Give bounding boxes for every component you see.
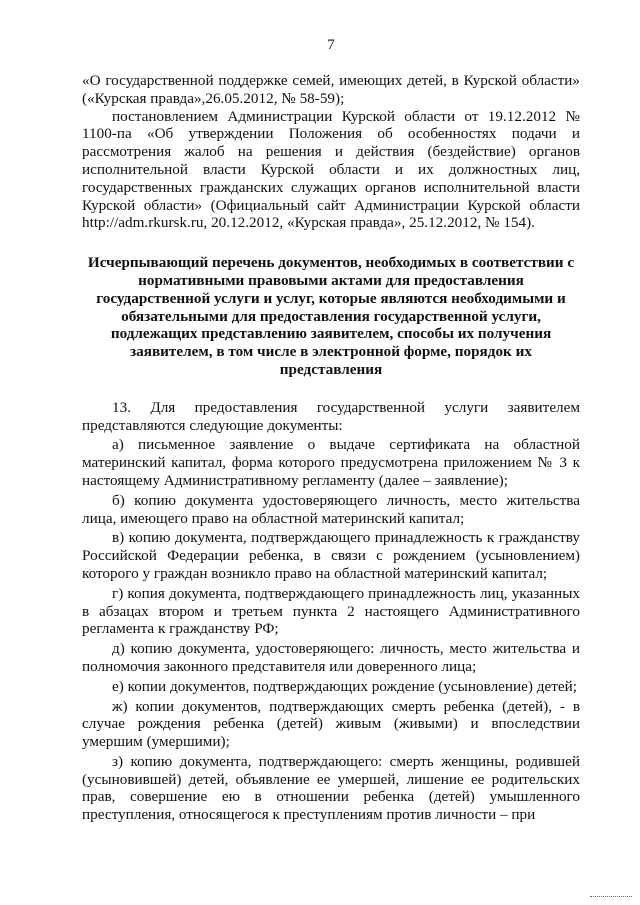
list-item-a: а) письменное заявление о выдаче сертификата на областной материнский капитал, форма которого предусмотрена приложением № 3 к настоящему Административному регламенту (далее – заявление); (82, 436, 580, 489)
list-item-v: в) копию документа, подтверждающего принадлежность к гражданству Российской Федерации ребенка, в связи с рождением (усыновлением) которого у граждан возникло право на областной материнский капитал; (82, 529, 580, 582)
intro-paragraph-1: «О государственной поддержке семей, имеющих детей, в Курской области» («Курская правда»,26.05.2012, № 58-59); (82, 72, 580, 107)
list-item-g: г) копия документа, подтверждающего принадлежность лиц, указанных в абзацах втором и третьем пункта 2 настоящего Административного регламента к гражданству РФ; (82, 584, 580, 638)
list-item-zh: ж) копии документов, подтверждающих смерть ребенка (детей), - в случае рождения ребенка (детей) живым (живыми) и впоследствии умершим (умершими); (82, 697, 580, 751)
list-item-e: е) копии документов, подтверждающих рождение (усыновление) детей; (112, 677, 577, 695)
list-item-b: б) копию документа удостоверяющего личность, место жительства лица, имеющего право на областной материнский капитал; (82, 491, 580, 527)
list-item-d: д) копию документа, удостоверяющего: личность, место жительства и полномочия законного представителя или доверенного лица; (82, 640, 580, 675)
page-number: 7 (327, 37, 335, 53)
scan-artifact (590, 896, 632, 901)
intro-paragraph-2: постановлением Администрации Курской области от 19.12.2012 № 1100-па «Об утверждении Положения об особенностях подачи и рассмотрения жалоб на решения и действия (бездействие) органов исполнительной власти Курской области и их должностных лиц, государственных гражданских служащих органов исполнительной власти Курской области» (Официальный сайт Администрации Курской области http://adm.rkursk.ru, 20.12.2012, «Курская правда», 25.12.2012, № 154). (82, 107, 580, 232)
list-item-z: з) копию документа, подтверждающего: смерть женщины, родившей (усыновившей) детей, объявление ее умершей, лишение ее родительских прав, совершение ею в отношении ребенка (детей) умышленного преступления, относящегося к преступлениям против личности – при (82, 752, 580, 824)
section-heading: Исчерпывающий перечень документов, необходимых в соответствии с нормативными правовыми актами для предоставления государственной услуги и услуг, которые являются необходимыми и обязательными для предоставления государственной услуги, подлежащих представлению заявителем, способы их получения заявителем, в том числе в электронной форме, порядок их представления (87, 254, 575, 378)
section-13-paragraph: 13. Для предоставления государственной услуги заявителем представляются следующие документы: (82, 398, 580, 434)
